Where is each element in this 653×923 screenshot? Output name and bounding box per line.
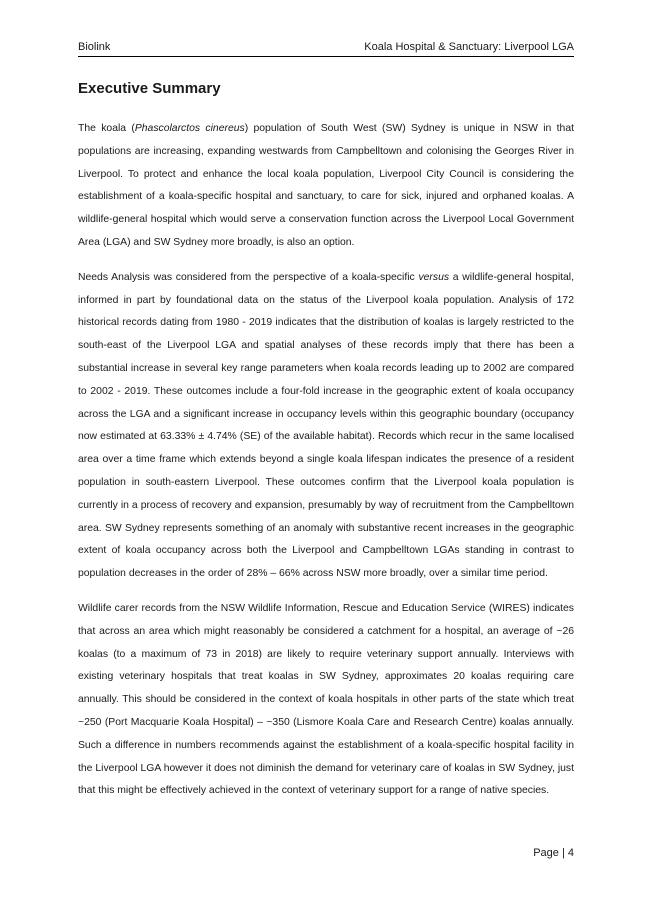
section-title: Executive Summary — [78, 80, 221, 97]
paragraph-needs-analysis — [78, 267, 574, 586]
header-org-name: Biolink — [78, 41, 111, 53]
paragraph-wildlife-carer-records: Wildlife carer records from the NSW Wildlife Information, Rescue and Education Service (WIRES) indicates that across an area which might reasonably be considered a catchment for a hospital, an average of ~26 koalas (to a maximum of 73 in 2018) are likely to require veterinary support annually. Interviews with existing veterinary hospitals that treat koalas in SW Sydney, approximates 20 koalas requiring care annually. This should be considered in the context of koala hospitals in other parts of the state which treat ~250 (Port Macquarie Koala Hospital) – ~350 (Lismore Koala Care and Research Centre) koalas annually. Such a difference in numbers recommends against the establishment of a koala-specific hospital facility in the Liverpool LGA however it does not diminish the demand for veterinary care of koalas in SW Sydney, just that this might be effectively achieved in the context of veterinary support for a range of native species. — [78, 602, 574, 797]
paragraph-needs-analysis-text-a: Needs Analysis was considered from the perspective of a koala-specific — [78, 271, 419, 283]
paragraph-needs-analysis-text-b: a wildlife-general hospital, informed in part by foundational data on the status of the Liverpool koala population. Analysis of 172 historical records dating from 1980 - 2019 indicates that the distribution of koalas is largely restricted to the south-east of the Liverpool LGA and spatial analyses of these records imply that there has been a substantial increase in several key range parameters when koala records leading up to 2002 are compared to 2002 - 2019. These outcomes include a four-fold increase in the geographic extent of koala occupancy across the LGA and a significant increase in occupancy levels within this geographic boundary (occupancy now estimated at 63.33% ± 4.74% (SE) of the available habitat). Records which recur in the same localised area over a time frame which extends beyond a single koala lifespan indicates the presence of a resident population in south-eastern Liverpool. These outcomes confirm that the Liverpool koala population is currently in a process of recovery and expansion, presumably by way of recruitment from the Campbelltown area. SW Sydney represents something of an anomaly with substantive recent increases in the geographic extent of koala occupancy across both the Liverpool and Campbelltown LGAs standing in contrast to population decreases in the order of 28% – 66% across NSW more broadly, over a similar time period. — [78, 271, 574, 580]
species-name: Phascolarctos cinereus — [134, 123, 245, 134]
page-header — [78, 38, 574, 57]
paragraph-intro-text-b: ) population of South West (SW) Sydney is unique in NSW in that populations are increasing, expanding westwards from Campbelltown and colonising the Georges River in Liverpool. To protect and enhance the local koala population, Liverpool City Council is considering the establishment of a koala-specific hospital and sanctuary, to care for sick, injured and orphaned koalas. A wildlife-general hospital which would serve a conservation function across the Liverpool Local Government Area (LGA) and SW Sydney more broadly, is also an option. — [78, 123, 574, 248]
emphasis-versus: versus — [418, 271, 450, 283]
paragraph-intro-text-a: The koala ( — [78, 123, 135, 134]
paragraph-intro — [78, 118, 574, 255]
section-body — [78, 118, 574, 815]
page-number: Page | 4 — [533, 847, 574, 859]
header-report-title: Koala Hospital & Sanctuary: Liverpool LGA — [364, 41, 574, 53]
